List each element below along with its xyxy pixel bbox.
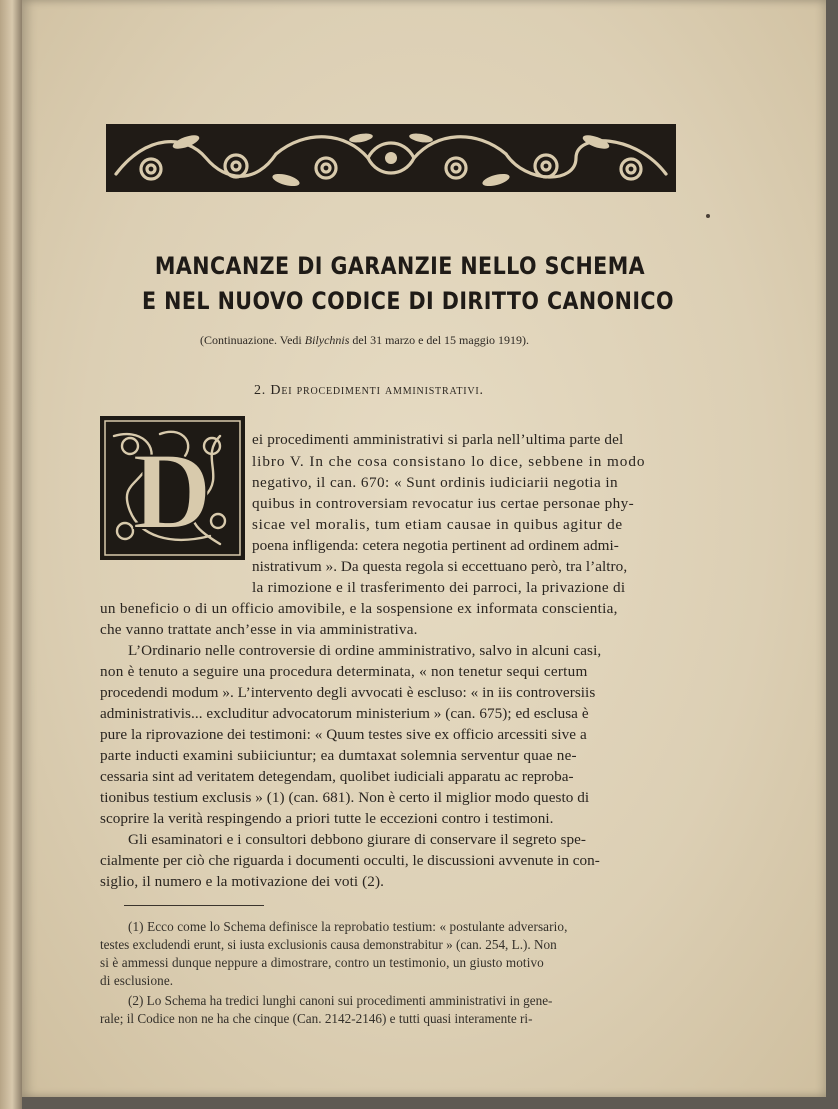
section-number: 2. [254, 383, 267, 398]
body-line: negativo, il can. 670: « Sunt ordinis iudiciarii negotia in [252, 474, 619, 491]
decorative-drop-cap [100, 416, 245, 560]
body-line: Gli esaminatori e i consultori debbono giurare di conservare il segreto spe- [128, 831, 587, 848]
body-line: un beneficio o di un officio amovibile, e la sospensione ex informata conscientia, [100, 600, 618, 617]
continuation-note-prefix: (Continuazione. Vedi [200, 333, 305, 347]
continuation-note [200, 333, 529, 348]
footnote-line: testes excludendi erunt, si iusta exclusionis causa demonstrabitur » (can. 254, L.). Non [100, 937, 557, 952]
article-title-line-1: MANCANZE DI GARANZIE NELLO SCHEMA [154, 252, 646, 280]
body-line: parte inducti examini subiiciuntur; ea dumtaxat solemnia serventur quae ne- [100, 747, 577, 764]
body-line: administrativis... excluditur advocatorum ministerium » (can. 675); ed esclusa è [100, 705, 589, 722]
ink-speck [706, 214, 710, 218]
footnote-separator [124, 905, 264, 906]
body-line: scoprire la verità respingendo a priori tutte le eccezioni contro i testimoni. [100, 810, 554, 827]
body-line: quibus in controversiam revocatur ius certae personae phy- [252, 495, 635, 512]
body-line: nistrativum ». Da questa regola si eccettuano però, tra l’altro, [252, 558, 628, 575]
section-title: Dei procedimenti amministrativi. [270, 383, 484, 398]
body-line: non è tenuto a seguire una procedura determinata, « non tenetur sequi certum [100, 663, 588, 680]
footnote-line: rale; il Codice non ne ha che cinque (Can. 2142-2146) e tutti quasi interamente ri- [100, 1011, 533, 1026]
body-line: poena infligenda: cetera negotia pertinent ad ordinem admi- [252, 537, 619, 554]
body-line: pure la riprovazione dei testimoni: « Quum testes sive ex officio arcessiti sive a [100, 726, 587, 743]
body-line: siglio, il numero e la motivazione dei voti (2). [100, 873, 385, 890]
decorative-headpiece-ornament [106, 124, 676, 192]
body-line: ei procedimenti amministrativi si parla nell’ultima parte del [252, 431, 624, 448]
continuation-note-suffix: del 31 marzo e del 15 maggio 1919). [349, 333, 530, 347]
body-line: procedendi modum ». L’intervento degli avvocati è escluso: « in iis controversiis [100, 684, 596, 701]
body-line: la rimozione e il trasferimento dei parroci, la privazione di [252, 579, 626, 596]
footnote-line: (1) Ecco come lo Schema definisce la reprobatio testium: « postulante adversario, [128, 919, 568, 934]
footnote-line: (2) Lo Schema ha tredici lunghi canoni sui procedimenti amministrativi in gene- [128, 993, 553, 1008]
drop-cap-letter: D [132, 430, 212, 552]
section-heading [254, 383, 484, 399]
body-line: cialmente per ciò che riguarda i documenti occulti, le discussioni avvenute in con- [100, 852, 600, 869]
body-line: libro V. In che cosa consistano lo dice, sebbene in modo [252, 453, 646, 470]
journal-name: Bilychnis [304, 333, 350, 347]
footnote-line: di esclusione. [100, 973, 174, 988]
footnote-line: si è ammessi dunque neppure a dimostrare, contro un testimonio, un giusto motivo [100, 955, 544, 970]
article-title-line-2: E NEL NUOVO CODICE DI DIRITTO CANONICO [142, 287, 674, 315]
body-line: che vanno trattate anch’esse in via amministrativa. [100, 621, 418, 638]
body-line: sicae vel moralis, tum etiam causae in quibus agitur de [252, 516, 623, 533]
body-line: tionibus testium exclusis » (1) (can. 681). Non è certo il miglior modo questo di [100, 789, 590, 806]
body-line: L’Ordinario nelle controversie di ordine amministrativo, salvo in alcuni casi, [128, 642, 602, 659]
facing-page-edge [0, 0, 22, 1109]
body-line: cessaria sint ad veritatem detegendam, quolibet iudiciali apparatu ac reproba- [100, 768, 574, 785]
